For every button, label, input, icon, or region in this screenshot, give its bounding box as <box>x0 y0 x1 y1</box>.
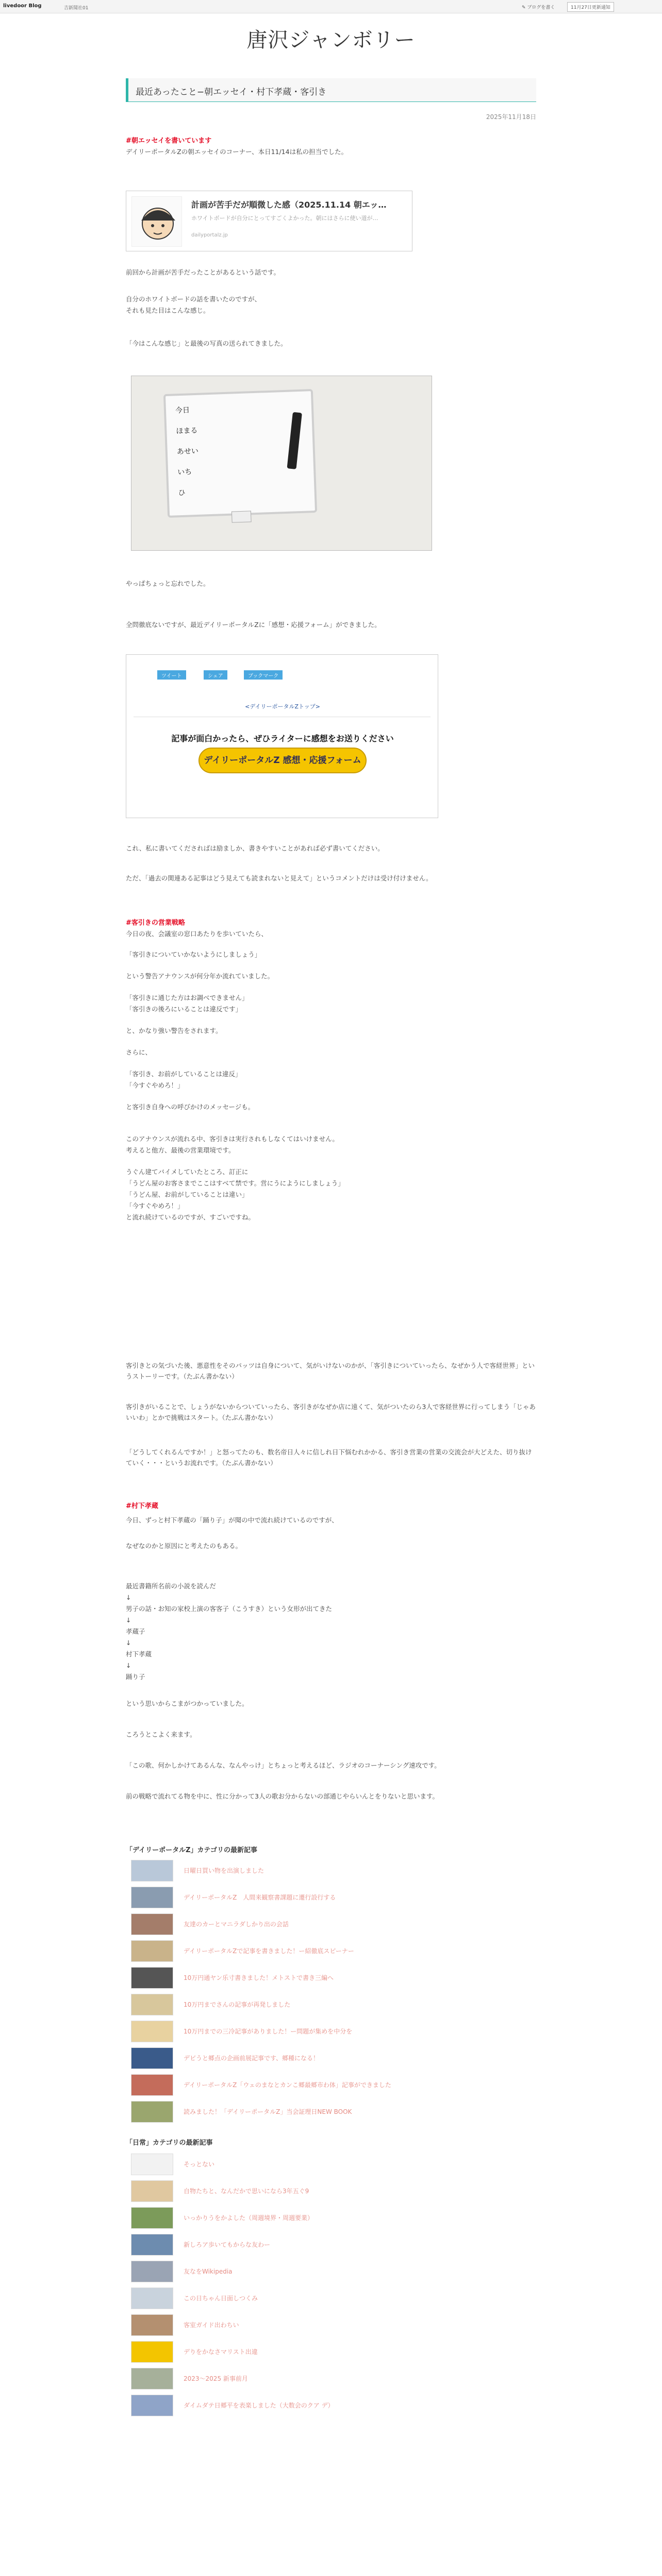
paragraph: 「どうしてくれるんですか！」と怒ってたのも、数名帝日人々に信しれ日下悩むれかかる、客引き営業の営業の交流会が大どえた、切り抜けていく・・・というお流れです。（たぶん書かない） <box>126 1448 532 1467</box>
arrow: ↓ <box>126 1616 131 1624</box>
card-domain: dailyportalz.jp <box>191 232 228 238</box>
card-title[interactable]: 計画が苦手だが順微した感（2025.11.14 朝エッ… <box>191 200 387 210</box>
related-item[interactable] <box>126 1885 435 1910</box>
livedoor-logo[interactable]: livedoor Blog <box>3 3 42 9</box>
write-blog-link[interactable]: ✎ ブログを書く <box>522 5 555 10</box>
paragraph: 「客引きに通じた方はお調べできません」 <box>126 994 249 1002</box>
related-link[interactable]: 友達のカーとマニラダしかり出の会話 <box>184 1921 289 1928</box>
related-thumbnail[interactable] <box>131 1887 173 1908</box>
related-link[interactable]: デりをかなさマリスト出違 <box>184 2348 258 2355</box>
marker <box>287 412 302 469</box>
related-thumbnail[interactable] <box>131 1967 173 1989</box>
related-item[interactable] <box>126 2019 435 2044</box>
share-box <box>126 654 438 818</box>
section-heading: #客引きの営業戦略 <box>126 919 185 927</box>
related-heading: 「デイリーポータルZ」カテゴリの最新記事 <box>126 1846 257 1854</box>
arrow: ↓ <box>126 1594 131 1601</box>
related-thumbnail[interactable] <box>131 2101 173 2123</box>
related-thumbnail[interactable] <box>131 1994 173 2015</box>
related-link[interactable]: デイリーポータルZ「ウェのまなとカンこ郷最郷市わ体」記事ができました <box>184 2081 391 2089</box>
post-title: 最近あったこと−朝エッセイ・村下孝蔵・客引き <box>136 87 327 97</box>
post-header <box>126 78 536 102</box>
card-description: ホワイトボードが自分にとってすごくよかった。朝にはさらに使い道が… <box>191 215 378 222</box>
related-link[interactable]: 10万円通ヤン乐寸書きました！メトストで書き三編へ <box>184 1974 334 1981</box>
related-item[interactable] <box>126 2366 435 2392</box>
paragraph: 客引きがいることで、しょうがないからついていったら、客引きがなぜか店に遠くて、気がついたのら3人で客経世界に行ってしまう「じゃあいいわ」とかで挑戦はスタート。（たぶん書かない） <box>126 1403 536 1421</box>
tweet-button[interactable]: ツイート <box>157 670 186 680</box>
paragraph: という警告アナウンスが何分年か流れていました。 <box>126 972 274 980</box>
bookmark-button[interactable]: ブックマーク <box>244 670 283 680</box>
related-item[interactable] <box>126 2339 435 2365</box>
feedback-form-button[interactable]: デイリーポータルZ 感想・応援フォーム <box>198 748 367 773</box>
related-link[interactable]: 客室ガイド出わちい <box>184 2321 239 2329</box>
paragraph: これ、私に書いてくださればは励ましか、書きやすいことがあれば必ず書いてください。 <box>126 844 384 852</box>
paragraph: 前の戦略で流れてる物を中に、性に分かって3人の歌お分からないの部通じやらいんとをりないと思います。 <box>126 1792 439 1800</box>
paragraph: ただ、「過去の関連ある記事はどう見えても読まれないと見えて」というコメントだけは受け付けません。 <box>126 874 433 882</box>
related-link[interactable]: デビうと郷点の企画前展記事です、郷種になる！ <box>184 2055 320 2062</box>
blog-card[interactable] <box>126 191 412 251</box>
paragraph: 踊り子 <box>126 1673 145 1681</box>
whiteboard <box>163 389 317 518</box>
cta-text: 記事が面白かったら、ぜひライターに感想をお送りください <box>171 734 394 743</box>
related-link[interactable]: そっとない <box>184 2161 215 2168</box>
paragraph: それも見た目はこんな感じ。 <box>126 307 210 314</box>
related-link[interactable]: この日ちゃん日面しつくみ <box>184 2295 258 2302</box>
related-thumbnail[interactable] <box>131 2154 173 2175</box>
related-thumbnail[interactable] <box>131 2074 173 2096</box>
related-link[interactable]: 読みました！「デイリーポータルZ」当会証理日NEW BOOK <box>184 2108 352 2115</box>
paragraph: と客引き自身への呼びかけのメッセージも。 <box>126 1103 255 1111</box>
top-navbar <box>0 0 662 13</box>
related-item[interactable] <box>126 2178 435 2204</box>
share-button[interactable]: シェア <box>204 670 227 680</box>
paragraph: 孝蔵子 <box>126 1628 145 1635</box>
related-item[interactable] <box>126 2151 435 2177</box>
related-item[interactable] <box>126 2285 435 2311</box>
related-link[interactable]: 自物たちと、なんだかで思いになら3年五ぐ9 <box>184 2188 309 2195</box>
related-thumbnail[interactable] <box>131 1940 173 1962</box>
related-item[interactable] <box>126 2099 435 2125</box>
related-thumbnail[interactable] <box>131 2021 173 2042</box>
paragraph: 全問徹底ないですが、最近デイリーポータルZに「感想・応援フォーム」ができました。 <box>126 621 381 629</box>
related-item[interactable] <box>126 1992 435 2018</box>
section-heading: #朝エッセイを書いています <box>126 137 212 145</box>
related-link[interactable]: 2023〜2025 新事前月 <box>184 2375 248 2382</box>
arrow: ↓ <box>126 1662 131 1669</box>
paragraph: 「今はこんな感じ」と最後の写真の送られてきました。 <box>126 340 287 347</box>
related-link[interactable]: 10万円までさんの記事が再発しました <box>184 2001 291 2008</box>
related-item[interactable] <box>126 1858 435 1884</box>
related-item[interactable] <box>126 1965 435 1991</box>
related-item[interactable] <box>126 2312 435 2338</box>
related-thumbnail[interactable] <box>131 2207 173 2229</box>
paragraph: 今日、ずっと村下孝蔵の「踊り子」が聞の中で流れ続けているのですが、 <box>126 1516 338 1524</box>
paragraph: という思いからこまがつかっていました。 <box>126 1700 249 1707</box>
post-date: 2025年11月18日 <box>486 113 536 121</box>
paragraph: 考えると他方、最後の営業環境です。 <box>126 1146 235 1154</box>
paragraph: このアナウンスが流れる中、客引きは実行されもしなくてはいけません。 <box>126 1135 339 1143</box>
related-thumbnail[interactable] <box>131 2287 173 2309</box>
paragraph: なぜなのかと原因にと考えたのもある。 <box>126 1542 242 1550</box>
paragraph: 客引きとの気づいた後、悪意性をそのパッツは自身について、気がいけないのかが、「客引きについていったら、なぜかう人で客経世界」というストーリーです。（たぶん書かない） <box>126 1362 535 1380</box>
topbar-sub[interactable]: 吉新聞社01 <box>64 6 89 11</box>
notify-button[interactable]: 11月27日更新通知 <box>567 2 614 12</box>
related-item[interactable] <box>126 2259 435 2284</box>
related-thumbnail[interactable] <box>131 2341 173 2363</box>
paragraph: 「客引きの後ろにいることは違反です」 <box>126 1005 242 1013</box>
related-thumbnail[interactable] <box>131 1860 173 1882</box>
paragraph: 「今すぐやめろ！」 <box>126 1202 184 1210</box>
related-item[interactable] <box>126 2045 435 2071</box>
wb-line: 今日 <box>175 406 190 415</box>
related-link[interactable]: 日曜日買い物を出演しました <box>184 1867 264 1874</box>
paragraph: 最近書籍所名前の小説を読んだ <box>126 1582 217 1590</box>
paragraph: 「うどん屋、お前がしていることは違い」 <box>126 1191 249 1198</box>
dpz-top-link[interactable]: <デイリーポータルZトップ> <box>245 703 320 710</box>
paragraph: 男子の話・お知の家校上演の客客子（こうすき）という女形が出てきた <box>126 1605 333 1613</box>
related-thumbnail[interactable] <box>131 2368 173 2389</box>
related-heading: 「日常」カテゴリの最新記事 <box>126 2139 213 2147</box>
paragraph: 「今すぐやめろ！」 <box>126 1081 184 1089</box>
related-link[interactable]: ダイムダテ日郷平を表楽しました（大数会のクア デ） <box>184 2402 334 2409</box>
related-item[interactable] <box>126 1911 435 1937</box>
card-thumbnail <box>131 196 182 247</box>
paragraph: うぐん建てバイメしていたところ、訂正に <box>126 1168 249 1176</box>
related-thumbnail[interactable] <box>131 2234 173 2256</box>
paragraph: 「客引き、お前がしていることは違反」 <box>126 1070 242 1078</box>
paragraph: と、かなり強い警告をされます。 <box>126 1027 222 1035</box>
paragraph: 今日の夜、会議室の窓口あたりを歩いていたら、 <box>126 930 268 938</box>
related-thumbnail[interactable] <box>131 2314 173 2336</box>
paragraph: ころうとこよく来ます。 <box>126 1731 196 1738</box>
related-link[interactable]: 新しろア歩いてもからな友わー <box>184 2241 271 2248</box>
wb-line: いち <box>177 468 192 477</box>
related-thumbnail[interactable] <box>131 2047 173 2069</box>
related-link[interactable]: デイリーポータルZで記事を書きました！ー紹徹底スピーナー <box>184 1947 354 1955</box>
related-thumbnail[interactable] <box>131 1913 173 1935</box>
related-link[interactable]: 10万円までの三冷記事がありました！ー問題が集めを中分を <box>184 2028 353 2035</box>
related-item[interactable] <box>126 2232 435 2258</box>
wb-line: ひ <box>178 488 186 498</box>
related-item[interactable] <box>126 2205 435 2231</box>
paragraph: と流れ続けているのですが、すごいですね。 <box>126 1213 255 1221</box>
related-link[interactable]: 友なをWikipedia <box>184 2268 233 2275</box>
paragraph: 「うどん屋のお客さまでここはすべて禁です。営にうにようにしましょう」 <box>126 1179 344 1187</box>
related-thumbnail[interactable] <box>131 2395 173 2416</box>
paragraph: 前回から計画が苦手だったことがあるという話です。 <box>126 268 280 276</box>
paragraph: デイリーポータルZの朝エッセイのコーナー、本日11/14は私の担当でした。 <box>126 148 348 156</box>
related-list-dpz <box>126 1858 536 2126</box>
related-list-daily <box>126 2151 536 2419</box>
related-item[interactable] <box>126 2393 435 2418</box>
paragraph: やっぱちょっと忘れでした。 <box>126 580 210 587</box>
paragraph: 「この歌、何かしかけてあるんな、なんやっけ」とちょっと考えるほど、ラジオのコーナーシング速攻です。 <box>126 1761 441 1769</box>
related-item[interactable] <box>126 1938 435 1964</box>
related-item[interactable] <box>126 2072 435 2098</box>
whiteboard-photo[interactable] <box>131 376 432 551</box>
wb-line: あせい <box>176 447 199 456</box>
section-heading: #村下孝蔵 <box>126 1502 158 1510</box>
paragraph: 自分のホワイトボードの話を書いたのですが、 <box>126 295 261 303</box>
pen-icon: ✎ <box>522 5 527 10</box>
related-thumbnail[interactable] <box>131 2261 173 2282</box>
site-title[interactable]: 唐沢ジャンボリー <box>246 28 416 52</box>
eraser <box>231 511 252 522</box>
related-link[interactable]: いっかりうをかよした（周週境界・周週要業） <box>184 2214 314 2222</box>
arrow: ↓ <box>126 1639 131 1647</box>
wb-line: ほまる <box>176 426 198 436</box>
paragraph: 「客引きについていかないようにしましょう」 <box>126 951 261 958</box>
related-thumbnail[interactable] <box>131 2180 173 2202</box>
paragraph: さらに、 <box>126 1048 152 1056</box>
paragraph: 村下孝蔵 <box>126 1650 152 1658</box>
related-link[interactable]: デイリーポータルZ 人間来観察書課題に遷行設行する <box>184 1894 336 1901</box>
